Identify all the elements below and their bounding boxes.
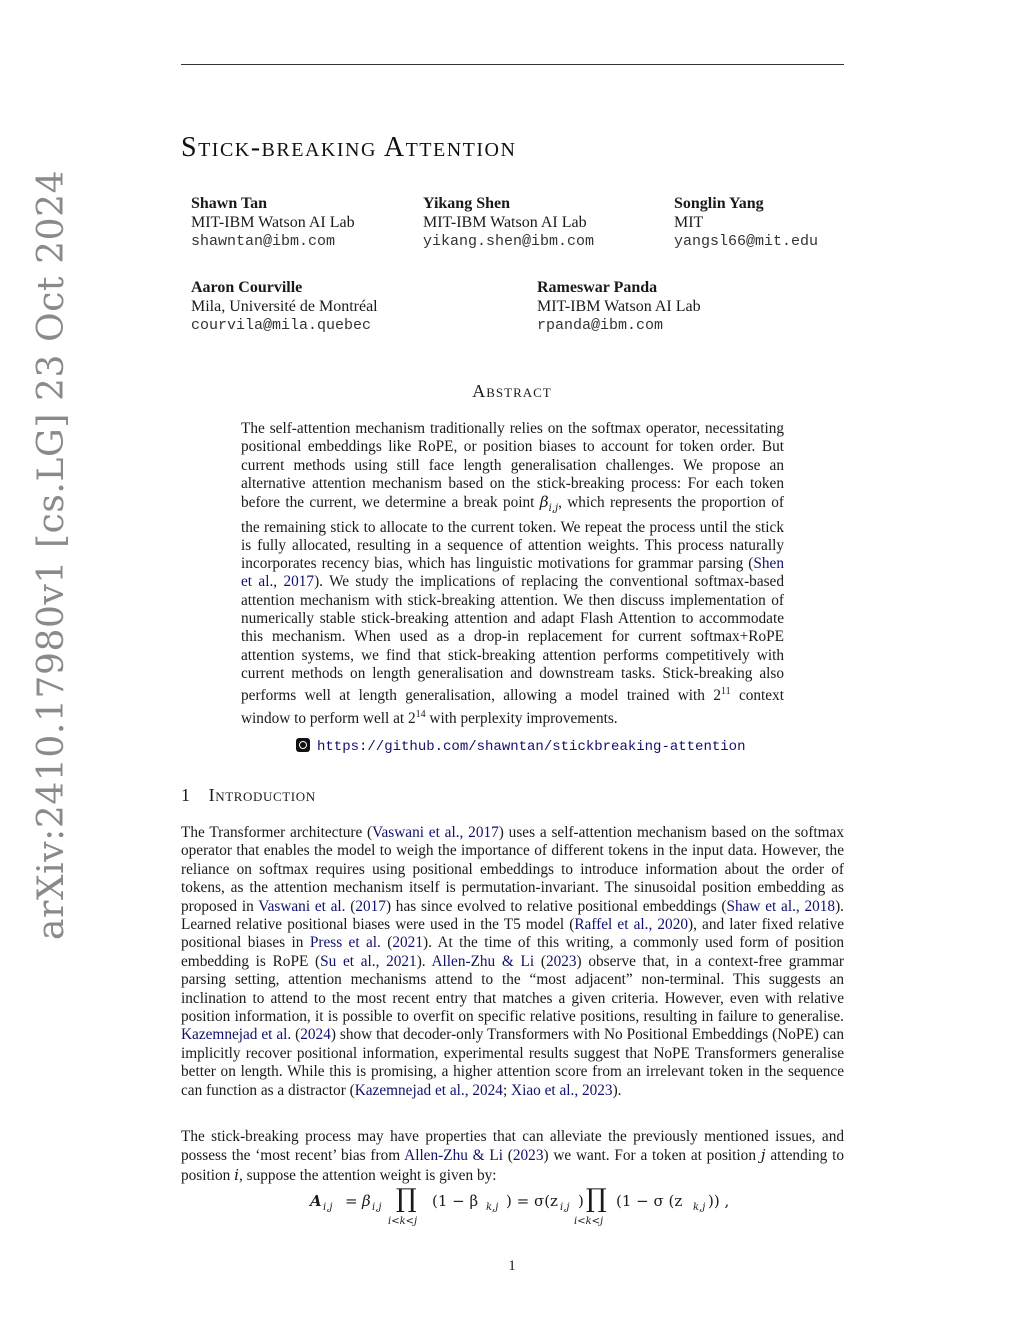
citation-link[interactable]: 2023 bbox=[545, 952, 577, 970]
citation-link[interactable]: 2021 bbox=[392, 934, 423, 952]
citation-link[interactable]: 2024 bbox=[300, 1026, 331, 1044]
author-block bbox=[191, 194, 355, 251]
citation-link[interactable]: Su et al., 2021 bbox=[320, 952, 417, 970]
math-symbol: j bbox=[760, 1146, 766, 1165]
text-run: ( bbox=[291, 1026, 301, 1044]
text-run: ). bbox=[416, 952, 432, 970]
citation-link[interactable]: Vaswani et al. bbox=[258, 897, 346, 915]
author-email[interactable]: courvila@mila.quebec bbox=[191, 317, 372, 334]
text-run: ( bbox=[502, 1147, 513, 1165]
text-run: attending to position bbox=[181, 1147, 844, 1184]
author-email[interactable]: shawntan@ibm.com bbox=[191, 233, 336, 250]
arxiv-identifier: arXiv:2410.17980v1 [cs.LG] 23 Oct 2024 bbox=[31, 169, 72, 940]
author-affiliation: Mila, Université de Montréal bbox=[191, 298, 378, 315]
text-run: ). At the time of this writing, a commonly used form of position embedding is RoPE ( bbox=[181, 934, 844, 970]
author-email[interactable]: yikang.shen@ibm.com bbox=[423, 233, 595, 250]
citation-link[interactable]: 2017 bbox=[355, 897, 386, 915]
citation-link[interactable]: Press et al. bbox=[309, 934, 381, 952]
author-block bbox=[674, 194, 818, 251]
author-name: Rameswar Panda bbox=[537, 279, 658, 296]
author-email[interactable]: yangsl66@mit.edu bbox=[674, 233, 819, 250]
author-block bbox=[537, 278, 701, 335]
text-run: ; bbox=[502, 1081, 512, 1099]
text-run: ( bbox=[534, 952, 546, 970]
citation-link[interactable]: Raffel et al., 2020 bbox=[574, 916, 689, 934]
product-symbol: ∏ bbox=[586, 1184, 607, 1214]
math-symbol: i bbox=[234, 1165, 240, 1184]
author-block bbox=[423, 194, 594, 251]
text-run: ), and later fixed relative positional biases in bbox=[181, 916, 844, 952]
text-run: The Transformer architecture ( bbox=[181, 824, 373, 841]
abstract-text: The self-attention mechanism traditionally relies on the softmax operator, necessitating positional embeddings like RoPE, or position biases to account for token order. But current methods using still face length generalisation challenges. We propose an alternative attention mechanism based on the stick-breaking process: For each token before the current, we determine a break point $\beta_{i,j}$, which represents the proportion of the remaining stick to allocate to the current token. We repeat the process until the stick is fully allocated, resulting in a sequence of attention weights. This process naturally incorporates recency bias, which has linguistic motivations for grammar parsing (Shen et al., 2017). We study the implications of replacing the conventional softmax-based attention mechanism with stick-breaking attention. We then discuss implementation of numerically stable stick-breaking attention and adapt Flash Attention to accommodate this mechanism. When used as a drop-in replacement for current softmax+RoPE attention systems, we find that stick-breaking attention performs competitively with current methods on length generalisation and downstream tasks. Stick-breaking also performs well at length generalisation, allowing a model trained with $2^{11}$ context window to perform well at $2^{14}$ with perplexity improvements. bbox=[241, 420, 784, 727]
text-run: ). Learned relative positional biases were used in the T5 model ( bbox=[181, 897, 844, 934]
citation-link[interactable]: 2023 bbox=[512, 1147, 544, 1165]
page-number: 1 bbox=[508, 1258, 516, 1274]
citation-link[interactable]: Kazemnejad et al. bbox=[181, 1026, 292, 1044]
author-affiliation: MIT-IBM Watson AI Lab bbox=[191, 214, 355, 231]
paper-title: Stick-breaking Attention bbox=[181, 132, 517, 163]
citation-link[interactable]: Allen-Zhu & Li bbox=[431, 952, 535, 970]
text-run: , suppose the attention weight is given by: bbox=[239, 1166, 497, 1184]
author-name: Shawn Tan bbox=[191, 195, 268, 212]
attention-equation: A i,j = β i,j ∏ i<k<j (1 − β k,j ) = σ(z i,j ) ∏ i<k<j (1 − σ (z k,j )) , bbox=[310, 1184, 730, 1227]
author-block bbox=[191, 278, 378, 335]
author-name: Aaron Courville bbox=[191, 279, 303, 296]
author-affiliation: MIT-IBM Watson AI Lab bbox=[423, 214, 587, 231]
section-heading: 1 Introduction bbox=[181, 785, 316, 805]
author-affiliation: MIT bbox=[674, 214, 704, 231]
citation-link[interactable]: Kazemnejad et al., 2024 bbox=[354, 1081, 503, 1099]
abstract-heading: Abstract bbox=[472, 381, 552, 401]
text-run: ) we want. For a token at position bbox=[543, 1147, 761, 1165]
text-run: ) uses a self-attention mechanism based on the softmax operator that enables the model to weigh the importance of different tokens in the input data. However, the reliance on softmax requires using positional embeddings to introduce information about the order of tokens, as the attention mechanism itself is permutation-invariant. The sinusoidal position embedding as proposed in bbox=[181, 824, 844, 915]
repository-link[interactable]: https://github.com/shawntan/stickbreaking-attention bbox=[317, 739, 746, 755]
author-name: Songlin Yang bbox=[674, 195, 764, 212]
author-affiliation: MIT-IBM Watson AI Lab bbox=[537, 298, 701, 315]
text-run: ) observe that, in a context-free grammar parsing setting, attention mechanisms attend to the “most adjacent” non-terminal. This suggests an inclination to attend to the most recent entry that matches a given criteria. However, even with relative position information, it is possible to overfit on specific relative positions, resulting in failure to generalise. bbox=[181, 952, 844, 1026]
text-run: ) has since evolved to relative positional embeddings ( bbox=[385, 897, 727, 915]
citation-link[interactable]: Xiao et al., 2023 bbox=[511, 1081, 613, 1099]
beta-symbol: $\beta_{i,j}$ bbox=[539, 493, 559, 515]
citation-link[interactable]: Vaswani et al., 2017 bbox=[372, 824, 499, 841]
citation-link[interactable]: Shen et al., 2017 bbox=[241, 555, 784, 591]
intro-paragraph-2 bbox=[181, 1128, 844, 1185]
text-run: ). bbox=[612, 1081, 622, 1099]
author-email[interactable]: rpanda@ibm.com bbox=[537, 317, 664, 334]
author-name: Yikang Shen bbox=[423, 195, 510, 212]
top-rule bbox=[181, 64, 844, 65]
text-run: The stick-breaking process may have properties that can alleviate the previously mentioned issues, and possess the ‘most recent’ bias from bbox=[181, 1128, 844, 1165]
repository-link-row bbox=[296, 738, 745, 755]
citation-link[interactable]: Shaw et al., 2018 bbox=[726, 897, 836, 915]
intro-paragraph-1 bbox=[181, 824, 844, 1100]
github-icon bbox=[296, 738, 310, 752]
text-run: ( bbox=[345, 897, 356, 915]
citation-link[interactable]: Allen-Zhu & Li bbox=[404, 1147, 503, 1165]
text-run: ) show that decoder-only Transformers with No Positional Embeddings (NoPE) can implicitly recover positional information, experimental results suggest that NoPE Transformers generalise better on length. While this is promising, a higher attention score from an irrelevant token in the sequence can function as a distractor ( bbox=[181, 1026, 844, 1099]
product-symbol: ∏ bbox=[396, 1184, 417, 1214]
text-run: ( bbox=[380, 934, 393, 952]
